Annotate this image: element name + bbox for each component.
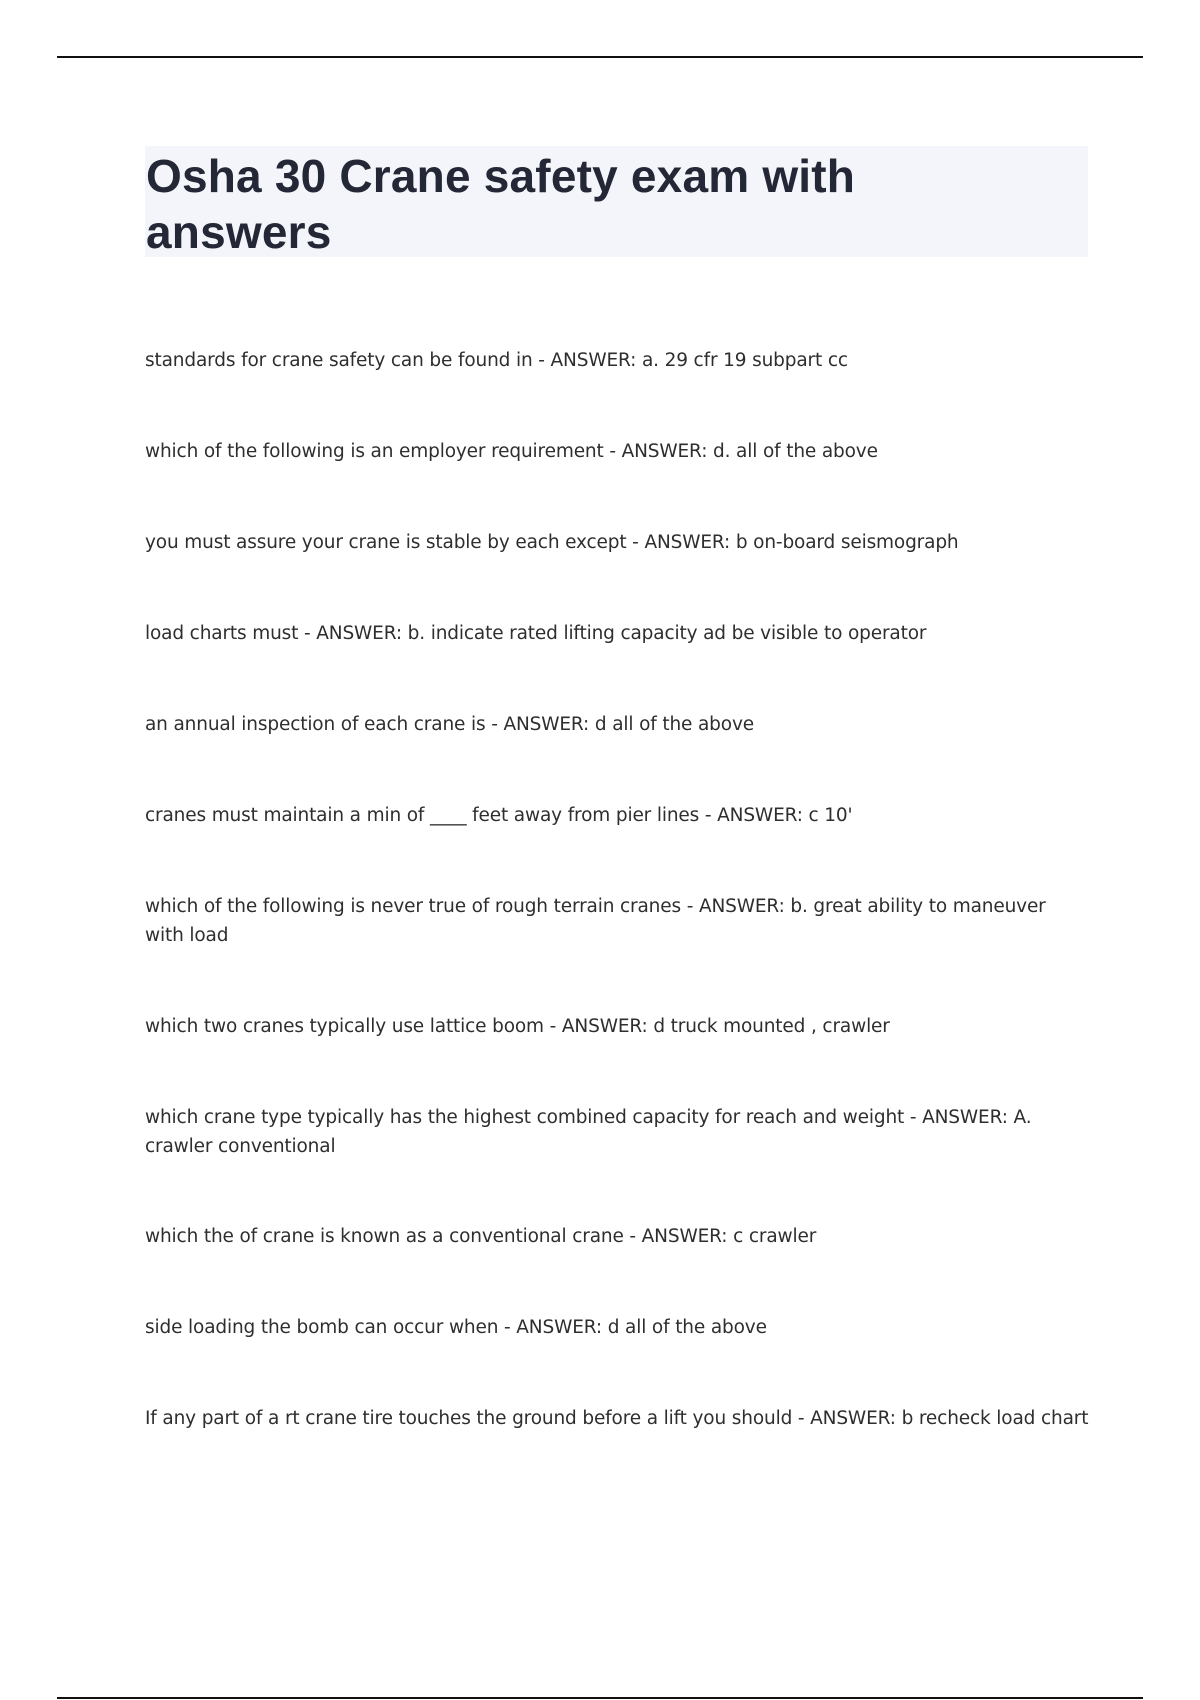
qa-item: an annual inspection of each crane is - ANSWER: d all of the above (145, 714, 754, 735)
top-rule (57, 56, 1143, 58)
title-banner (145, 146, 1088, 257)
qa-item: which two cranes typically use lattice boom - ANSWER: d truck mounted , crawler (145, 1016, 890, 1037)
qa-item: you must assure your crane is stable by each except - ANSWER: b on-board seismograph (145, 532, 959, 553)
bottom-rule (57, 1697, 1143, 1699)
qa-item: cranes must maintain a min of ____ feet away from pier lines - ANSWER: c 10' (145, 805, 853, 826)
qa-item: which of the following is an employer requirement - ANSWER: d. all of the above (145, 441, 878, 462)
qa-item: standards for crane safety can be found in - ANSWER: a. 29 cfr 19 subpart cc (145, 350, 848, 371)
qa-item: load charts must - ANSWER: b. indicate rated lifting capacity ad be visible to operator (145, 623, 927, 644)
document-title: Osha 30 Crane safety exam with answers (146, 150, 856, 258)
qa-item: If any part of a rt crane tire touches the ground before a lift you should - ANSWER: b recheck load chart (145, 1408, 1089, 1429)
qa-item: side loading the bomb can occur when - ANSWER: d all of the above (145, 1317, 767, 1338)
qa-item: which the of crane is known as a conventional crane - ANSWER: c crawler (145, 1226, 817, 1247)
qa-item: which crane type typically has the highest combined capacity for reach and weight - ANSWER: A. crawler conventional (145, 1107, 1032, 1157)
qa-item: which of the following is never true of rough terrain cranes - ANSWER: b. great ability to maneuver with load (145, 896, 1046, 946)
